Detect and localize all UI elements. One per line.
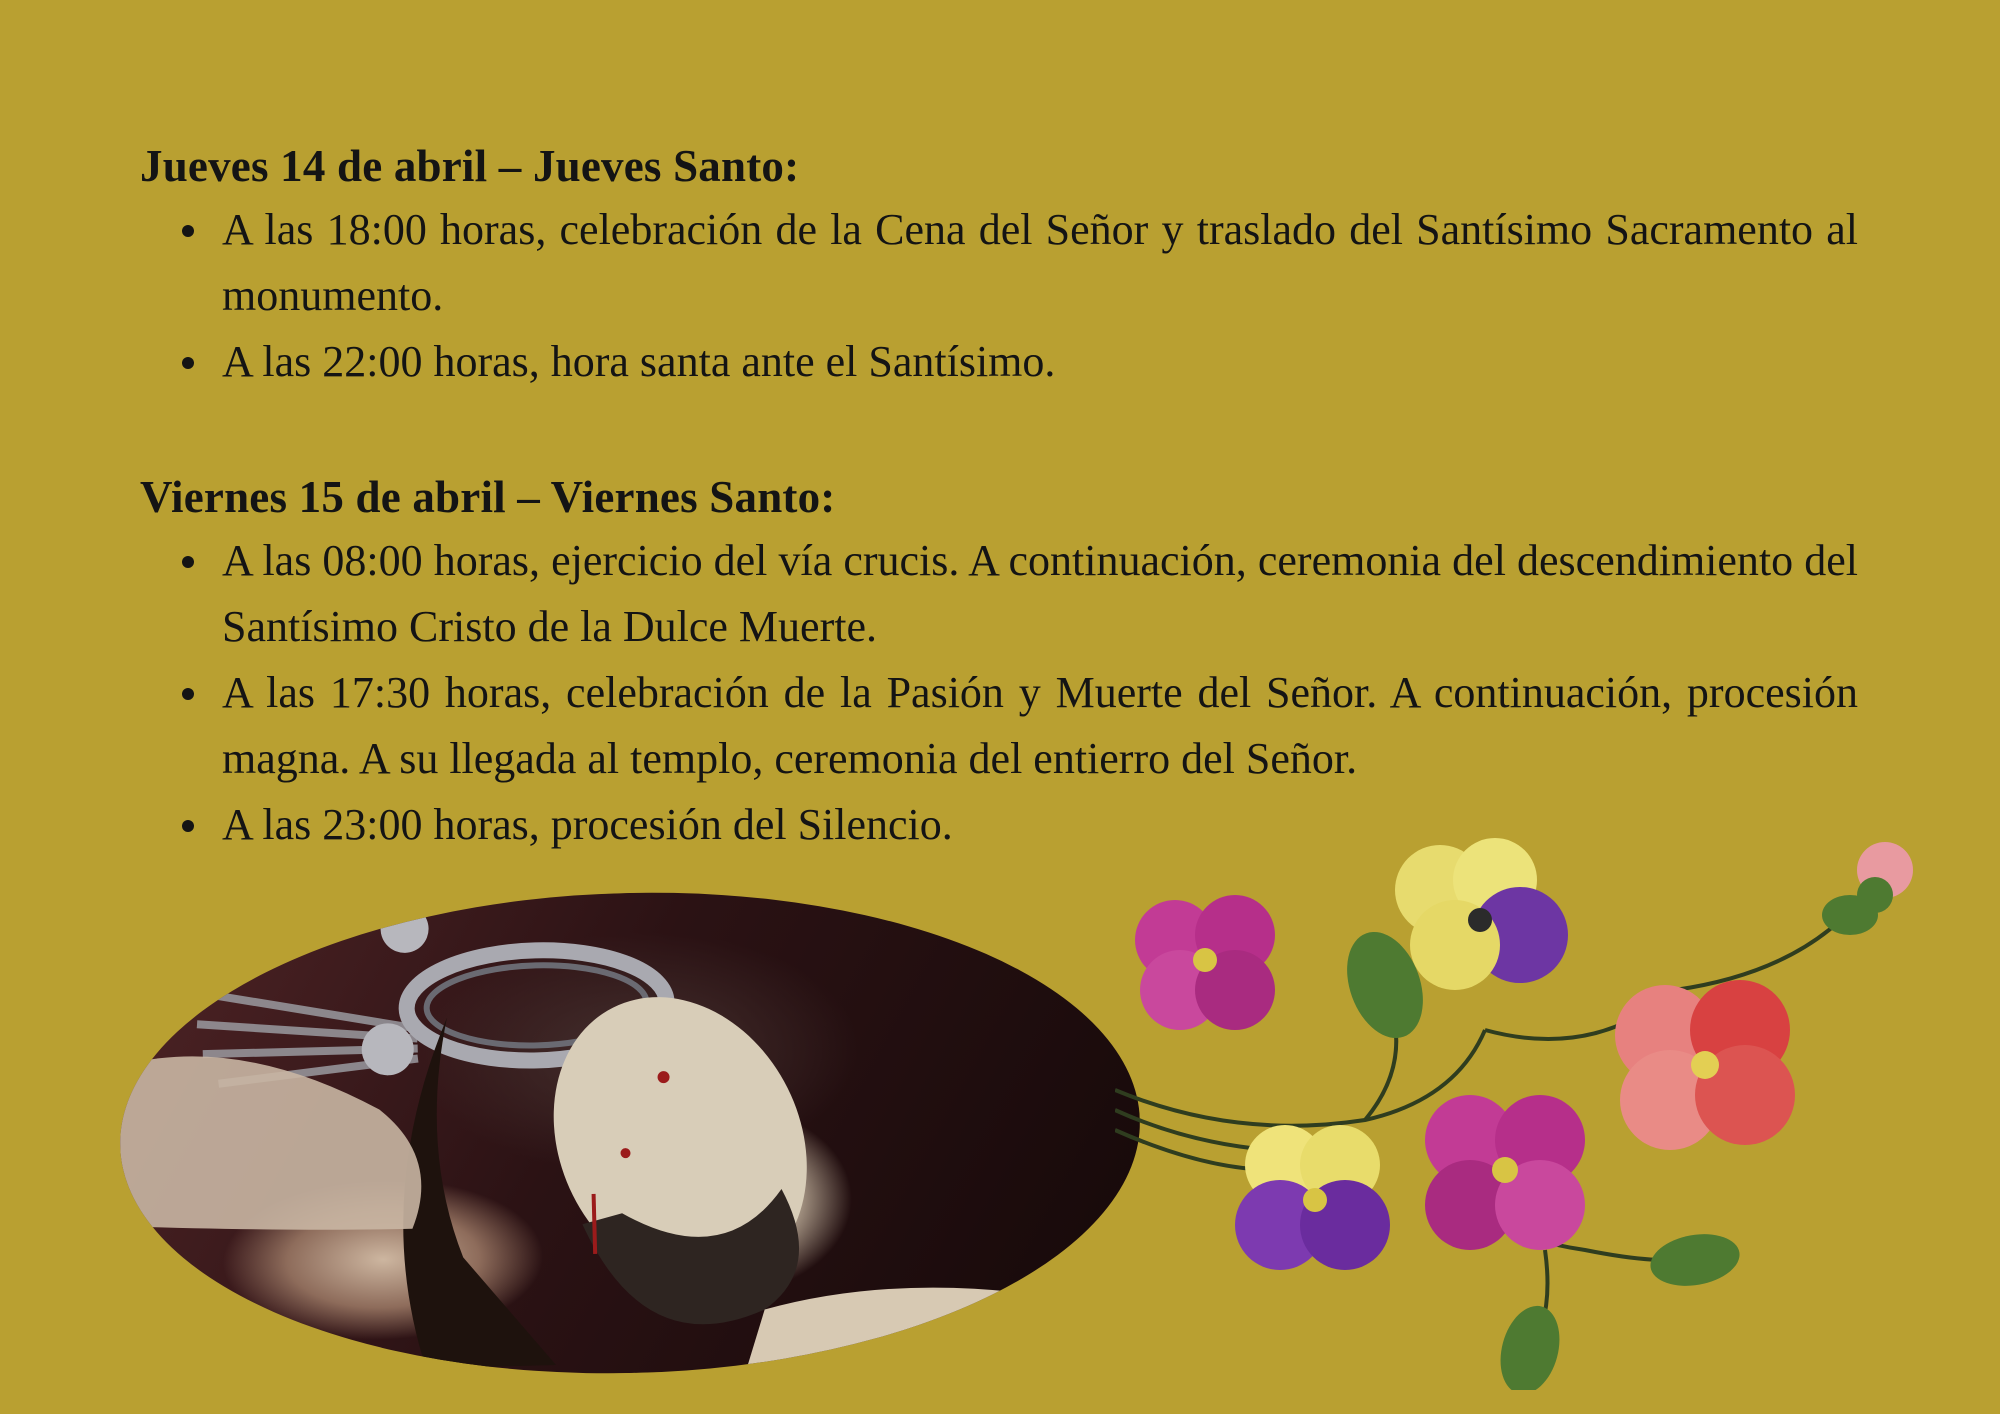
day-section-jueves [140,137,1858,395]
list-item: A las 23:00 horas, procesión del Silencio. [222,792,1858,858]
crucifix-photo [114,880,1146,1387]
day-heading: Viernes 15 de abril – Viernes Santo: [140,472,836,522]
list-item: A las 08:00 horas, ejercicio del vía crucis. A continuación, ceremonia del descendimiento del Santísimo Cristo de la Dulce Muerte. [222,528,1858,660]
day-heading: Jueves 14 de abril – Jueves Santo: [140,141,800,191]
event-list [140,528,1858,858]
day-section-viernes [140,468,1858,858]
list-item: A las 18:00 horas, celebración de la Cena del Señor y traslado del Santísimo Sacramento al monumento. [222,197,1858,329]
event-list [140,197,1858,395]
list-item: A las 22:00 horas, hora santa ante el Santísimo. [222,329,1858,395]
embroidered-flowers-decoration [1115,820,1955,1390]
list-item: A las 17:30 horas, celebración de la Pasión y Muerte del Señor. A continuación, procesión magna. A su llegada al templo, ceremonia del entierro del Señor. [222,660,1858,792]
